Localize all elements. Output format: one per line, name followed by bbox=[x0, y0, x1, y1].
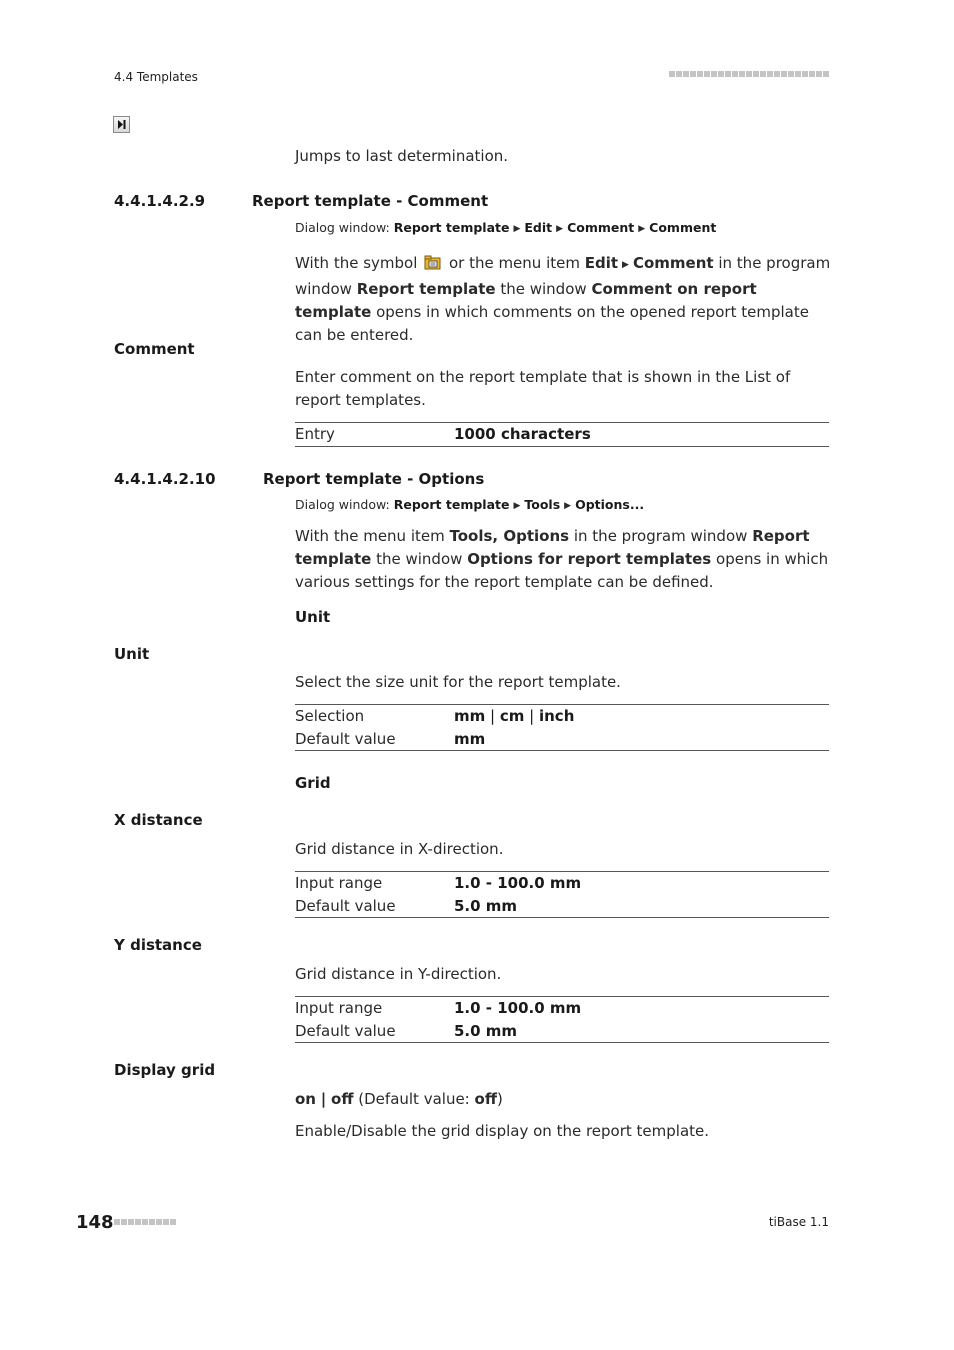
unit-parameter-table bbox=[295, 704, 829, 751]
dialog-path: Dialog window: Report template ▶ Edit ▶ Comment ▶ Comment bbox=[295, 220, 717, 235]
field-description-x-distance: Grid distance in X-direction. bbox=[295, 840, 504, 858]
table-row: Input range 1.0 - 100.0 mm bbox=[295, 999, 582, 1017]
field-label-display-grid: Display grid bbox=[114, 1061, 216, 1079]
table-row: Input range 1.0 - 100.0 mm bbox=[295, 874, 582, 892]
dialog-path: Dialog window: Report template ▶ Tools ▶ Options... bbox=[295, 497, 645, 512]
field-description-display-grid: Enable/Disable the grid display on the report template. bbox=[295, 1122, 710, 1140]
display-grid-options: on | off (Default value: off) bbox=[295, 1090, 503, 1108]
table-row: Selection mm | cm | inch bbox=[295, 707, 575, 725]
section-title: Report template - Comment bbox=[252, 192, 489, 210]
y-distance-parameter-table bbox=[295, 996, 829, 1043]
field-label-x-distance: X distance bbox=[114, 811, 203, 829]
footer-decoration bbox=[114, 1219, 176, 1225]
x-distance-parameter-table bbox=[295, 871, 829, 918]
last-determination-icon bbox=[113, 116, 130, 133]
section-title: Report template - Options bbox=[263, 470, 485, 488]
table-row: Default value mm bbox=[295, 729, 486, 748]
section-intro: With the menu item Tools, Options in the program window Report template the window Options for report templates opens in which various settings for the report template can be defined. bbox=[295, 527, 829, 591]
field-label-y-distance: Y distance bbox=[114, 936, 202, 954]
section-number: 4.4.1.4.2.10 bbox=[114, 470, 216, 488]
field-label-unit: Unit bbox=[114, 645, 150, 663]
header-decoration bbox=[669, 71, 829, 77]
section-intro: With the symbol or the menu item Edit ▶ Comment in the program window Report template the window Comment on report template opens in which comments on the opened report template can be entered. bbox=[295, 254, 831, 344]
nav-button-description: Jumps to last determination. bbox=[295, 147, 509, 165]
running-header: 4.4 Templates bbox=[114, 70, 198, 84]
subheading-grid: Grid bbox=[295, 774, 331, 792]
table-row: Entry 1000 characters bbox=[295, 425, 591, 443]
field-description-comment: Enter comment on the report template that is shown in the List of report templates. bbox=[295, 368, 791, 409]
field-description-y-distance: Grid distance in Y-direction. bbox=[295, 965, 502, 983]
comment-folder-icon bbox=[424, 253, 442, 271]
product-name: tiBase 1.1 bbox=[768, 1215, 829, 1229]
table-row: Default value 5.0 mm bbox=[295, 1021, 518, 1040]
field-label-comment: Comment bbox=[114, 340, 195, 358]
section-number: 4.4.1.4.2.9 bbox=[114, 192, 206, 210]
page-number: 148 bbox=[76, 1212, 114, 1233]
subheading-unit: Unit bbox=[295, 608, 331, 626]
table-row: Default value 5.0 mm bbox=[295, 896, 518, 915]
field-description-unit: Select the size unit for the report template. bbox=[295, 673, 621, 691]
comment-parameter-table bbox=[295, 422, 829, 447]
